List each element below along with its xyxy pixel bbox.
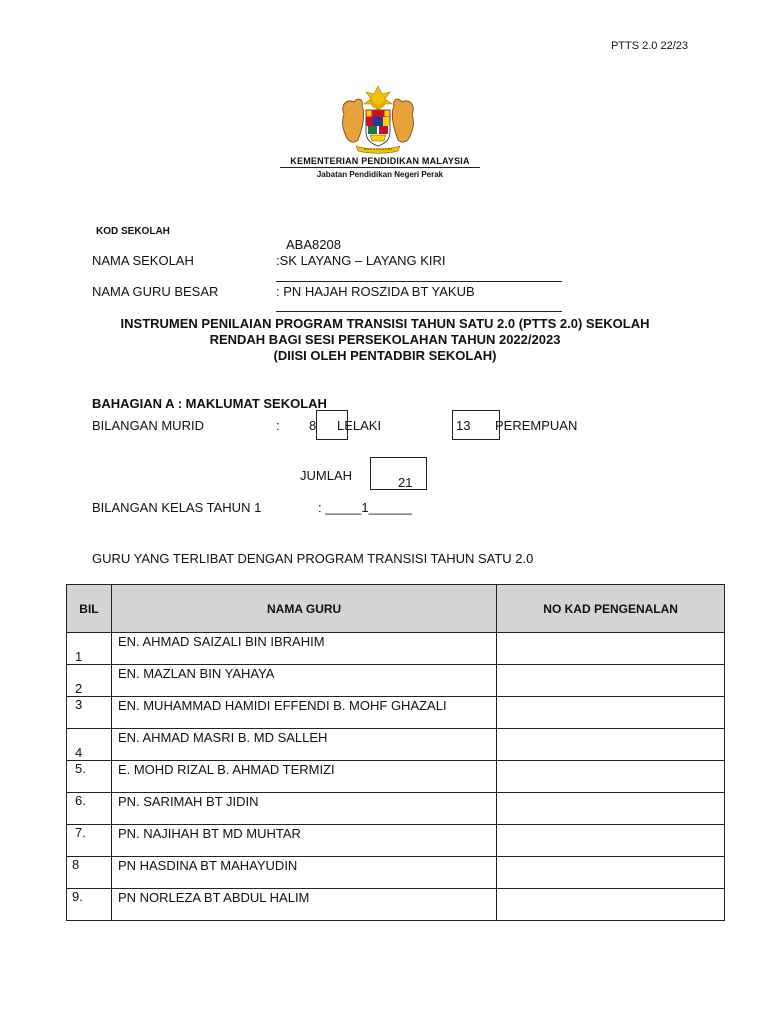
jumlah-value: 21 bbox=[398, 475, 413, 490]
kod-sekolah-value: ABA8208 bbox=[286, 237, 341, 252]
nama-guru-besar-value: : PN HAJAH ROSZIDA BT YAKUB bbox=[276, 284, 475, 299]
title-line-3: (DIISI OLEH PENTADBIR SEKOLAH) bbox=[273, 348, 497, 363]
bil-cell: 2 bbox=[67, 665, 112, 697]
bilangan-kelas-label: BILANGAN KELAS TAHUN 1 bbox=[92, 500, 262, 515]
title-line-1: INSTRUMEN PENILAIAN PROGRAM TRANSISI TAHUN SATU 2.0 (PTTS 2.0) SEKOLAH bbox=[120, 316, 650, 331]
nama-guru-besar-label: NAMA GURU BESAR bbox=[92, 284, 219, 299]
table-row bbox=[67, 793, 725, 825]
no-kad-pengenalan-cell bbox=[497, 761, 725, 793]
nama-sekolah-underline bbox=[276, 281, 562, 282]
nama-guru-cell: PN HASDINA BT MAHAYUDIN bbox=[111, 857, 496, 889]
table-row bbox=[67, 889, 725, 921]
no-kad-pengenalan-cell bbox=[497, 665, 725, 697]
nama-guru-cell: EN. MUHAMMAD HAMIDI EFFENDI B. MOHF GHAZALI bbox=[111, 697, 496, 729]
no-kad-pengenalan-cell bbox=[497, 857, 725, 889]
bil-cell: 1 bbox=[67, 633, 112, 665]
jumlah-label: JUMLAH bbox=[300, 468, 353, 483]
nama-guru-cell: PN NORLEZA BT ABDUL HALIM bbox=[111, 889, 496, 921]
bilangan-murid-label: BILANGAN MURID bbox=[92, 418, 204, 433]
column-header-bil: BIL bbox=[67, 585, 112, 633]
nama-guru-besar-underline bbox=[276, 311, 562, 312]
table-row bbox=[67, 697, 725, 729]
no-kad-pengenalan-cell bbox=[497, 697, 725, 729]
table-row bbox=[67, 729, 725, 761]
nama-guru-cell: EN. MAZLAN BIN YAHAYA bbox=[111, 665, 496, 697]
no-kad-pengenalan-cell bbox=[497, 633, 725, 665]
section-a-heading: BAHAGIAN A : MAKLUMAT SEKOLAH bbox=[92, 396, 327, 411]
table-row bbox=[67, 825, 725, 857]
bil-cell: 3 bbox=[67, 697, 112, 729]
lelaki-count: 8 bbox=[309, 418, 317, 433]
bil-cell: 8 bbox=[67, 857, 112, 889]
no-kad-pengenalan-cell bbox=[497, 889, 725, 921]
bilangan-kelas-value: : _____1______ bbox=[318, 500, 412, 515]
perempuan-label: PEREMPUAN bbox=[495, 418, 578, 433]
kod-sekolah-label: KOD SEKOLAH bbox=[96, 226, 170, 237]
bil-cell: 9. bbox=[67, 889, 112, 921]
document-title bbox=[70, 316, 700, 364]
nama-guru-cell: E. MOHD RIZAL B. AHMAD TERMIZI bbox=[111, 761, 496, 793]
bil-cell: 5. bbox=[67, 761, 112, 793]
no-kad-pengenalan-cell bbox=[497, 825, 725, 857]
document-reference: PTTS 2.0 22/23 bbox=[610, 40, 688, 52]
nama-guru-cell: EN. AHMAD MASRI B. MD SALLEH bbox=[111, 729, 496, 761]
nama-guru-cell: EN. AHMAD SAIZALI BIN IBRAHIM bbox=[111, 633, 496, 665]
ministry-name: KEMENTERIAN PENDIDIKAN MALAYSIA bbox=[280, 156, 480, 168]
nama-guru-cell: PN. NAJIHAH BT MD MUHTAR bbox=[111, 825, 496, 857]
nama-sekolah-label: NAMA SEKOLAH bbox=[92, 253, 194, 268]
department-name: Jabatan Pendidikan Negeri Perak bbox=[316, 170, 444, 179]
no-kad-pengenalan-cell bbox=[497, 729, 725, 761]
title-line-2: RENDAH BAGI SESI PERSEKOLAHAN TAHUN 2022/2023 bbox=[209, 332, 561, 347]
column-header-nama-guru: NAMA GURU bbox=[111, 585, 496, 633]
bilangan-murid-colon: : bbox=[276, 418, 280, 433]
table-row bbox=[67, 665, 725, 697]
table-header-row bbox=[67, 585, 725, 633]
table-row bbox=[67, 633, 725, 665]
bil-cell: 4 bbox=[67, 729, 112, 761]
table-row bbox=[67, 857, 725, 889]
guru-terlibat-heading: GURU YANG TERLIBAT DENGAN PROGRAM TRANSISI TAHUN SATU 2.0 bbox=[92, 551, 534, 566]
guru-table bbox=[66, 584, 725, 921]
column-header-no-kad-pengenalan: NO KAD PENGENALAN bbox=[497, 585, 725, 633]
ministry-header bbox=[280, 156, 480, 179]
no-kad-pengenalan-cell bbox=[497, 793, 725, 825]
perempuan-count: 13 bbox=[456, 418, 471, 433]
nama-guru-cell: PN. SARIMAH BT JIDIN bbox=[111, 793, 496, 825]
malaysia-coat-of-arms-logo bbox=[330, 84, 426, 154]
nama-sekolah-value: :SK LAYANG – LAYANG KIRI bbox=[276, 253, 446, 268]
bil-cell: 6. bbox=[67, 793, 112, 825]
table-row bbox=[67, 761, 725, 793]
lelaki-label: LELAKI bbox=[337, 418, 382, 433]
bil-cell: 7. bbox=[67, 825, 112, 857]
